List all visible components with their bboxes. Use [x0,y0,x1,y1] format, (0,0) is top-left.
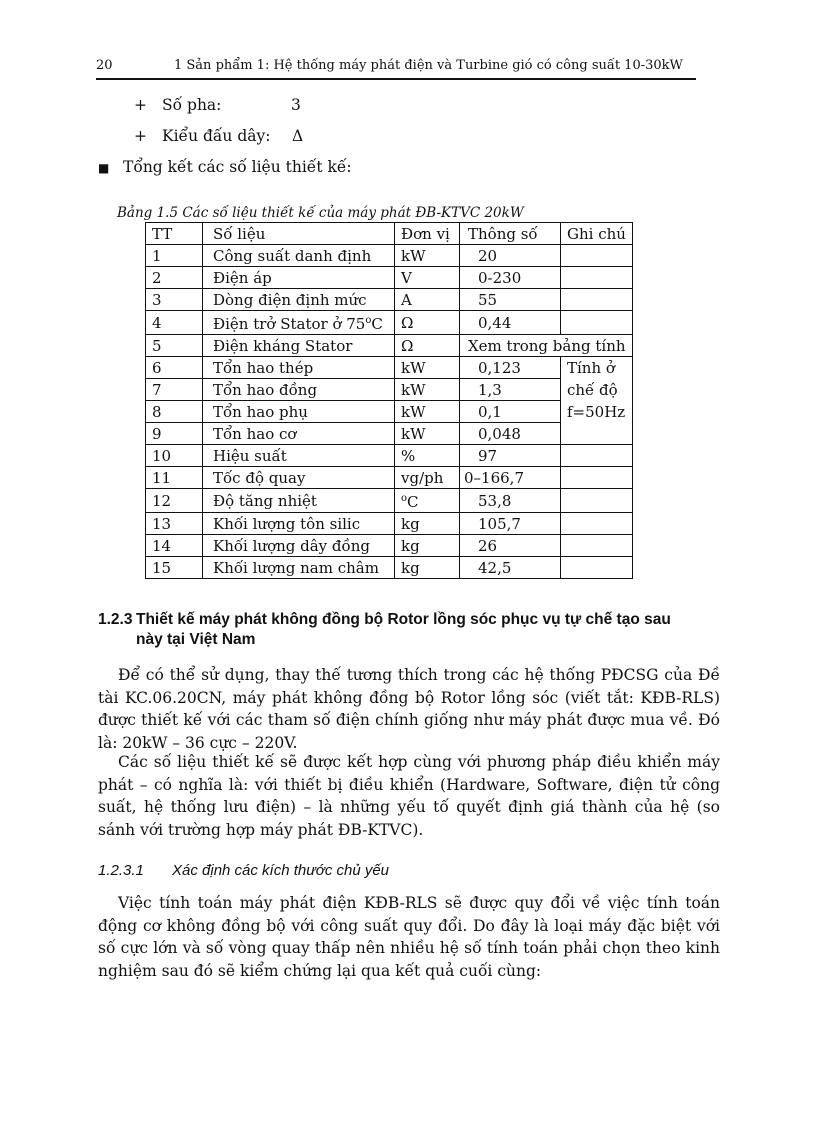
row-unit: % [395,445,460,467]
table-row [146,423,633,445]
row-unit: V [395,267,460,289]
row-note-merged [561,357,633,445]
table-row [146,289,633,311]
row-unit-text: C [407,493,419,511]
row-value: 1,3 [460,379,561,401]
row-note [561,289,633,311]
row-unit: A [395,289,460,311]
row-value: 97 [460,445,561,467]
celsius-suffix: C [371,315,383,333]
summary-text: Tổng kết các số liệu thiết kế: [123,158,352,176]
header-note: Ghi chú [561,223,633,245]
row-unit: kW [395,245,460,267]
row-note [561,445,633,467]
row-unit: kg [395,513,460,535]
design-spec-table [145,222,633,579]
row-name: Tổn hao thép [203,357,395,379]
row-name: Khối lượng dây đồng [203,535,395,557]
table-caption: Bảng 1.5 Các số liệu thiết kế của máy phát ĐB-KTVC 20kW [117,205,524,221]
row-value: 53,8 [460,489,561,513]
table-row [146,535,633,557]
table-row [146,245,633,267]
row-value: Xem trong bảng tính [460,335,633,357]
row-tt: 15 [146,557,203,579]
row-name: Tổn hao phụ [203,401,395,423]
page-number: 20 [96,58,113,73]
row-note [561,245,633,267]
row-value: 105,7 [460,513,561,535]
note-line: Tính ở [567,359,615,377]
row-name: Độ tăng nhiệt [203,489,395,513]
row-name: Điện kháng Stator [203,335,395,357]
section-paragraph-1: Để có thể sử dụng, thay thế tương thích trong các hệ thống PĐCSG của Đề tài KC.06.20CN, máy phát không đồng bộ Rotor lồng sóc (viết tắt: KĐB-RLS) được thiết kế với các tham số điện chính giống như máy phát được mua về. Đó là: 20kW – 36 cực – 220V. [98,666,720,752]
table-row [146,467,633,489]
row-note [561,557,633,579]
row-tt: 1 [146,245,203,267]
note-line: chế độ [567,381,618,399]
header-tt: TT [146,223,203,245]
row-tt: 4 [146,311,203,335]
connection-value: Δ [292,127,304,145]
row-value: 0-230 [460,267,561,289]
row-note [561,513,633,535]
section-paragraph-2: Các số liệu thiết kế sẽ được kết hợp cùng với phương pháp điều khiển máy phát – có nghĩa là: với thiết bị điều khiển (Hardware, Software, điện tử công suất, hệ thống lưu điện) – là những yếu tố quyết định giá thành của hệ (so sánh với trường hợp máy phát ĐB-KTVC). [98,753,720,839]
row-name-text: Điện trở Stator ở 75 [213,315,366,333]
row-unit: vg/ph [395,467,460,489]
row-name: Tổn hao đồng [203,379,395,401]
table-row [146,489,633,513]
row-unit: Ω [395,311,460,335]
table-row [146,335,633,357]
table-row [146,557,633,579]
row-tt: 10 [146,445,203,467]
section-number: 1.2.3 [98,611,133,628]
subsection-heading [98,862,389,879]
row-unit: kg [395,535,460,557]
row-name: Khối lượng nam châm [203,557,395,579]
row-note [561,267,633,289]
header-title: 1 Sản phẩm 1: Hệ thống máy phát điện và Turbine gió có công suất 10-30kW [174,58,683,73]
row-note [561,535,633,557]
header-value: Thông số [460,223,561,245]
table-row [146,311,633,335]
row-unit: kg [395,557,460,579]
row-value: 55 [460,289,561,311]
row-name: Khối lượng tôn silic [203,513,395,535]
row-name [203,311,395,335]
row-value: 0–166,7 [460,467,561,489]
row-tt: 14 [146,535,203,557]
row-tt: 12 [146,489,203,513]
row-name: Điện áp [203,267,395,289]
table-row [146,267,633,289]
row-value: 0,123 [460,357,561,379]
row-tt: 9 [146,423,203,445]
subsection-paragraph: Việc tính toán máy phát điện KĐB-RLS sẽ được quy đổi về việc tính toán động cơ không đồng bộ với công suất quy đổi. Do đây là loại máy đặc biệt với số cực lớn và số vòng quay thấp nên nhiều hệ số tính toán phải chọn theo kinh nghiệm sau đó sẽ kiểm chứng lại qua kết quả cuối cùng: [98,894,720,980]
row-tt: 11 [146,467,203,489]
row-tt: 2 [146,267,203,289]
row-unit: kW [395,379,460,401]
row-value: 42,5 [460,557,561,579]
phase-value: 3 [291,96,301,114]
row-note [561,489,633,513]
row-unit: kW [395,423,460,445]
section-title-line1: Thiết kế máy phát không đồng bộ Rotor lồng sóc phục vụ tự chế tạo sau [136,611,671,628]
row-value: 26 [460,535,561,557]
table-row [146,445,633,467]
row-tt: 6 [146,357,203,379]
table-header-row [146,223,633,245]
row-value: 0,1 [460,401,561,423]
row-unit: kW [395,357,460,379]
note-line: f=50Hz [567,403,626,421]
header-item: Số liệu [203,223,395,245]
section-heading [98,610,671,650]
section-title-line2: này tại Việt Nam [136,631,256,648]
bullet-phase [134,96,301,114]
degree-sup: o [365,315,372,326]
subsection-number: 1.2.3.1 [98,862,144,879]
table-row [146,401,633,423]
degree-sup: o [401,493,408,504]
row-name: Tổn hao cơ [203,423,395,445]
connection-label: Kiểu đấu dây: [162,127,271,145]
row-unit: Ω [395,335,460,357]
row-value: 0,44 [460,311,561,335]
table-row [146,379,633,401]
square-bullet-icon: ■ [98,161,110,175]
row-value: 0,048 [460,423,561,445]
table-row [146,357,633,379]
row-name: Hiệu suất [203,445,395,467]
table-row [146,513,633,535]
bullet-summary [98,158,352,176]
running-header [96,56,696,80]
row-tt: 7 [146,379,203,401]
bullet-connection [134,127,304,145]
row-note [561,311,633,335]
phase-label: Số pha: [162,96,222,114]
row-tt: 13 [146,513,203,535]
header-unit: Đơn vị [395,223,460,245]
row-tt: 8 [146,401,203,423]
subsection-title: Xác định các kích thước chủ yếu [172,862,390,879]
row-name: Công suất danh định [203,245,395,267]
row-unit: kW [395,401,460,423]
row-unit [395,489,460,513]
row-name: Tốc độ quay [203,467,395,489]
row-value: 20 [460,245,561,267]
row-tt: 3 [146,289,203,311]
row-note [561,467,633,489]
row-name: Dòng điện định mức [203,289,395,311]
bullet-plus-marker: + [134,96,147,114]
bullet-plus-marker: + [134,127,147,145]
row-tt: 5 [146,335,203,357]
